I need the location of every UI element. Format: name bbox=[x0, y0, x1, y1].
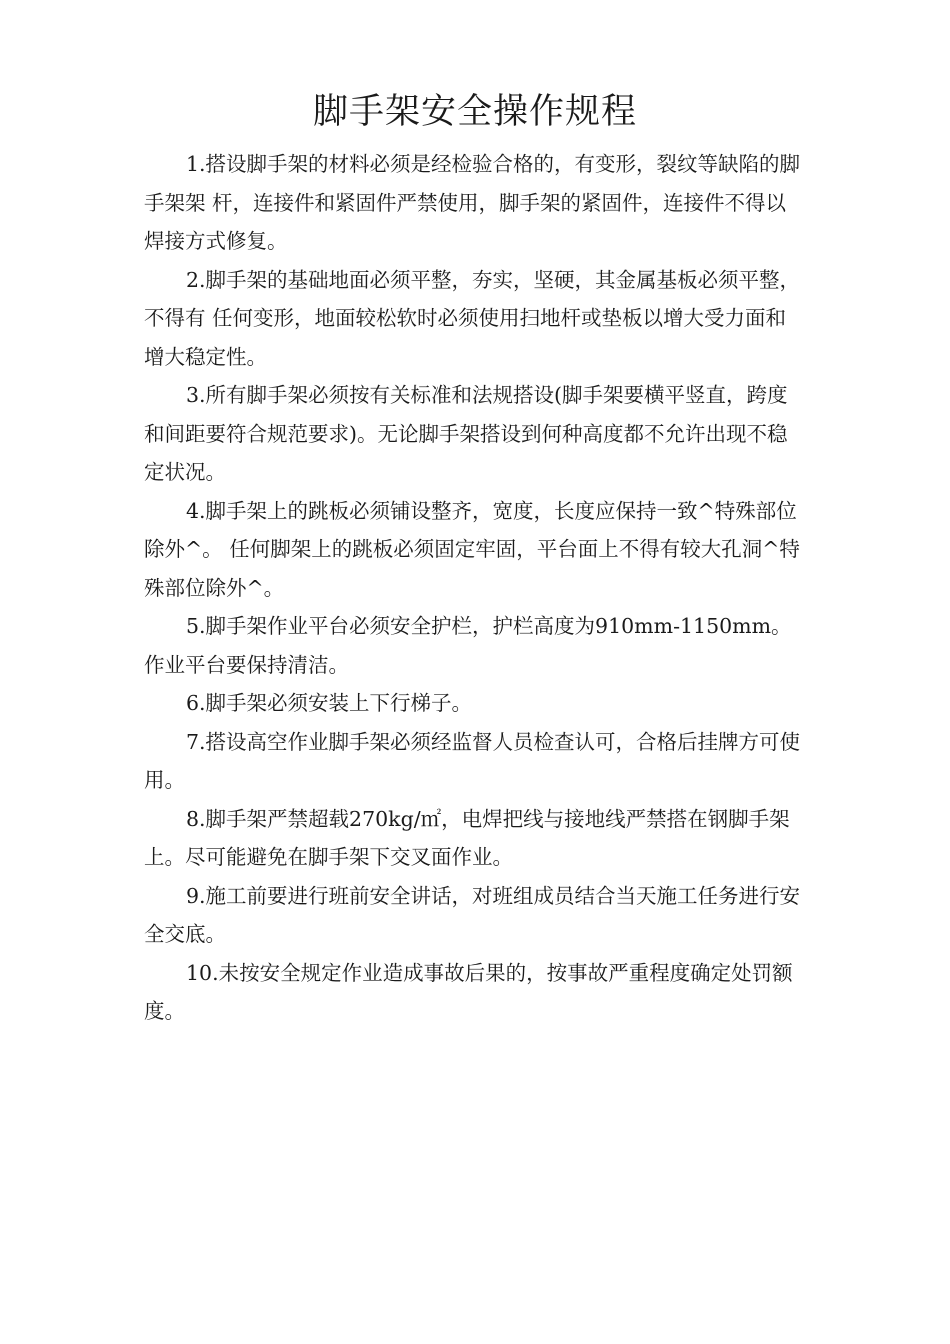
rule-item-2: 2.脚手架的基础地面必须平整，夯实，坚硬，其金属基板必须平整，不得有 任何变形，地面较松软时必须使用扫地杆或垫板以增大受力面和增大稳定性。 bbox=[144, 267, 801, 369]
document-title: 脚手架安全操作规程 bbox=[312, 92, 637, 132]
rules-list bbox=[144, 145, 804, 1031]
rule-item-3: 3.所有脚手架必须按有关标准和法规搭设(脚手架要横平竖直，跨度和间距要符合规范要求)。无论脚手架搭设到何种高度都不允许出现不稳定状况。 bbox=[144, 383, 788, 484]
rule-item-9: 9.施工前要进行班前安全讲话，对班组成员结合当天施工任务进行安全交底。 bbox=[144, 883, 801, 946]
rule-item-5: 5.脚手架作业平台必须安全护栏，护栏高度为910mm-1150mm。作业平台要保持清洁。 bbox=[144, 614, 792, 677]
rule-item-8: 8.脚手架严禁超载270kg/㎡，电焊把线与接地线严禁搭在钢脚手架上。尽可能避免在脚手架下交叉面作业。 bbox=[144, 806, 790, 869]
rule-item-4: 4.脚手架上的跳板必须铺设整齐，宽度，长度应保持一致^特殊部位除外^。 任何脚架上的跳板必须固定牢固，平台面上不得有较大孔洞^特殊部位除外^。 bbox=[144, 498, 800, 600]
rule-item-6: 6.脚手架必须安装上下行梯子。 bbox=[186, 691, 473, 715]
rule-item-10: 10.未按安全规定作业造成事故后果的，按事故严重程度确定处罚额度。 bbox=[144, 960, 793, 1023]
rule-item-1: 1.搭设脚手架的材料必须是经检验合格的，有变形，裂纹等缺陷的脚手架架 杆，连接件和紧固件严禁使用，脚手架的紧固件，连接件不得以焊接方式修复。 bbox=[144, 152, 801, 253]
rule-item-7: 7.搭设高空作业脚手架必须经监督人员检查认可，合格后挂牌方可使用。 bbox=[144, 729, 801, 792]
